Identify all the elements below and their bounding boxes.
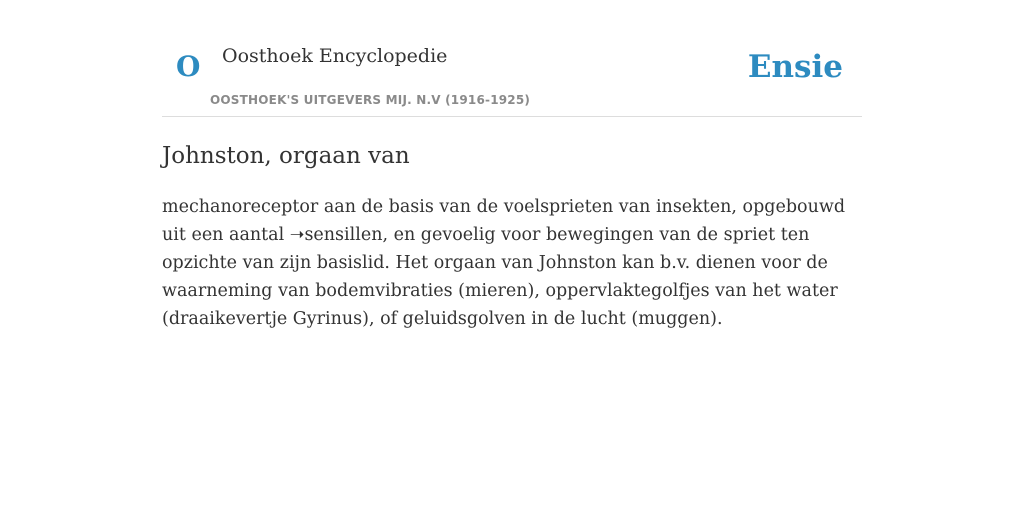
cross-reference-link[interactable] — [290, 225, 383, 245]
publisher-label: OOSTHOEK'S UITGEVERS MIJ. N.V (1916-1925) — [210, 93, 531, 107]
article-title: Johnston, orgaan van — [162, 143, 410, 169]
logo-link[interactable]: O — [176, 50, 201, 83]
body-text-part1: mechanoreceptor aan de basis van de voelsprieten van insekten, opgebouwd uit een aantal — [162, 197, 846, 245]
page — [162, 0, 862, 333]
arrow-right-icon: ➝ — [289, 225, 305, 245]
brand-logo-link[interactable]: Ensie — [747, 49, 843, 85]
site-title: Oosthoek Encyclopedie — [222, 45, 448, 67]
header — [162, 0, 862, 117]
article-body — [162, 193, 862, 333]
body-text-part2: , en gevoelig voor bewegingen van de spriet ten opzichte van zijn basislid. Het orgaan van Johnston kan b.v. dienen voor de waarneming van bodemvibraties (mieren), oppervlaktegolfjes van het water (draaikevertje Gyrinus), of geluidsgolven in de lucht (muggen). — [162, 225, 838, 329]
cross-reference-label: sensillen — [304, 225, 383, 245]
